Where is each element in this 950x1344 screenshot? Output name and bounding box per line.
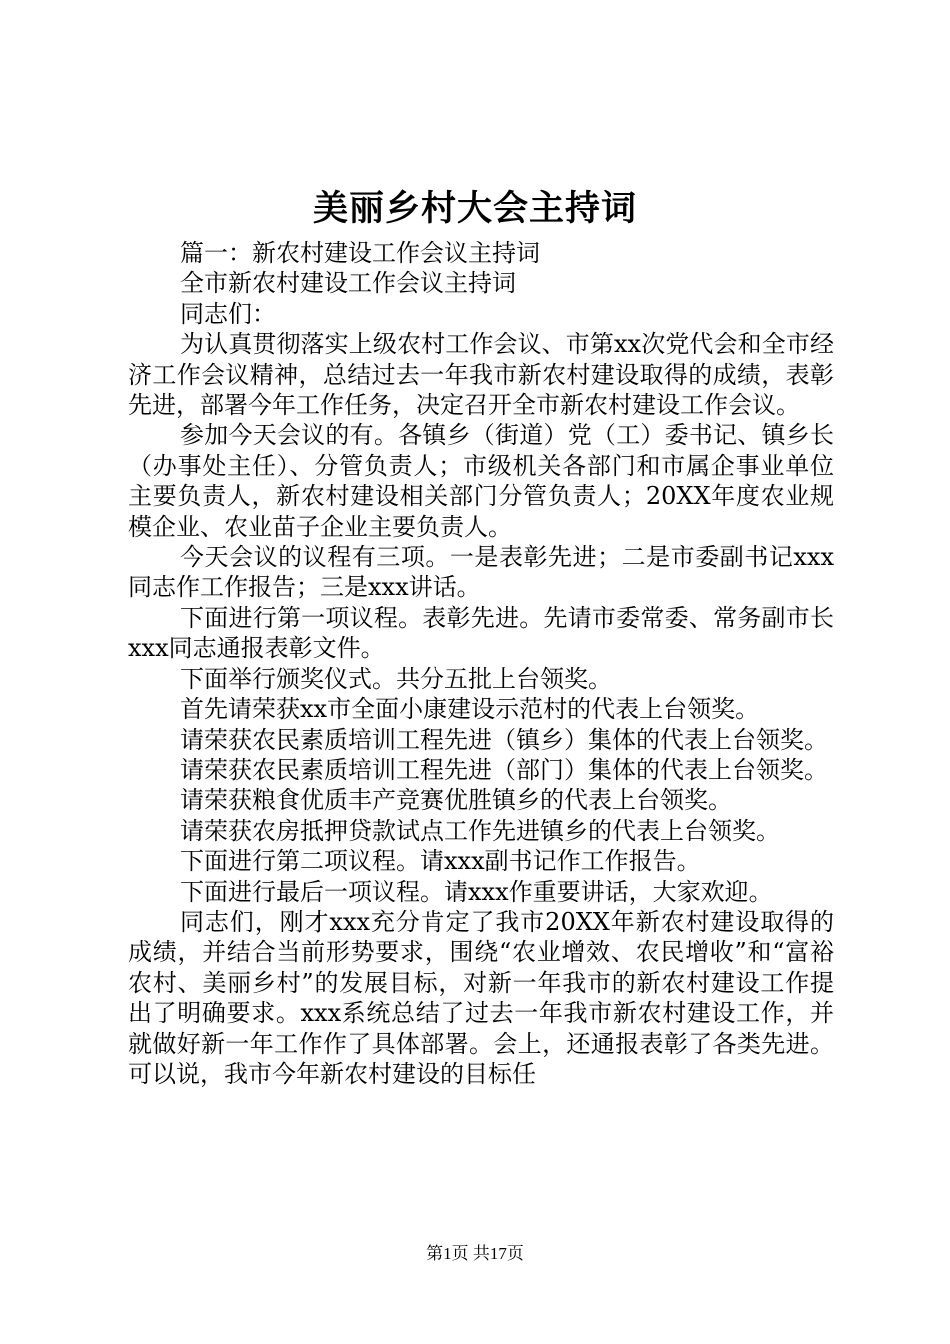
page-footer: 第1页 共17页 <box>426 1244 524 1263</box>
paragraph: 请荣获农房抵押贷款试点工作先进镇乡的代表上台领奖。 <box>180 816 780 845</box>
paragraph: 篇一：新农村建设工作会议主持词 <box>180 239 540 267</box>
paragraph: 请荣获农民素质培训工程先进（部门）集体的代表上台领奖。 <box>180 755 828 784</box>
paragraph: 下面举行颁奖仪式。共分五批上台领奖。 <box>180 664 612 693</box>
paragraph: 请荣获农民素质培训工程先进（镇乡）集体的代表上台领奖。 <box>180 725 828 754</box>
paragraph: 今天会议的议程有三项。一是表彰先进；二是市委副书记xxx同志作工作报告；三是xxx讲话。 <box>128 543 834 602</box>
document-title: 美丽乡村大会主持词 <box>312 188 637 229</box>
paragraph: 下面进行第一项议程。表彰先进。先请市委常委、常务副市长xxx同志通报表彰文件。 <box>128 603 834 663</box>
paragraph: 同志们： <box>180 299 276 328</box>
paragraph: 同志们，刚才xxx充分肯定了我市20XX年新农村建设取得的成绩，并结合当前形势要求，围绕“农业增效、农民增收”和“富裕农村、美丽乡村”的发展目标，对新一年我市的新农村建设工作提出了明确要求。xxx系统总结了过去一年我市新农村建设工作，并就做好新一年工作作了具体部署。会上，还通报表彰了各类先进。可以说，我市今年新农村建设的目标任 <box>128 907 834 1088</box>
paragraph: 请荣获粮食优质丰产竞赛优胜镇乡的代表上台领奖。 <box>180 786 732 815</box>
paragraph: 下面进行最后一项议程。请xxx作重要讲话，大家欢迎。 <box>180 877 773 906</box>
paragraph: 参加今天会议的有。各镇乡（街道）党（工）委书记、镇乡长（办事处主任）、分管负责人；市级机关各部门和市属企事业单位主要负责人，新农村建设相关部门分管负责人；20XX年度农业规模企业、农业苗子企业主要负责人。 <box>128 421 834 541</box>
paragraph: 为认真贯彻落实上级农村工作会议、市第xx次党代会和全市经济工作会议精神，总结过去一年我市新农村建设取得的成绩，表彰先进，部署今年工作任务，决定召开全市新农村建设工作会议。 <box>128 330 834 420</box>
document-body <box>128 238 834 1089</box>
paragraph: 全市新农村建设工作会议主持词 <box>180 269 516 298</box>
paragraph: 下面进行第二项议程。请xxx副书记作工作报告。 <box>180 847 701 876</box>
paragraph: 首先请荣获xx市全面小康建设示范村的代表上台领奖。 <box>180 695 760 724</box>
